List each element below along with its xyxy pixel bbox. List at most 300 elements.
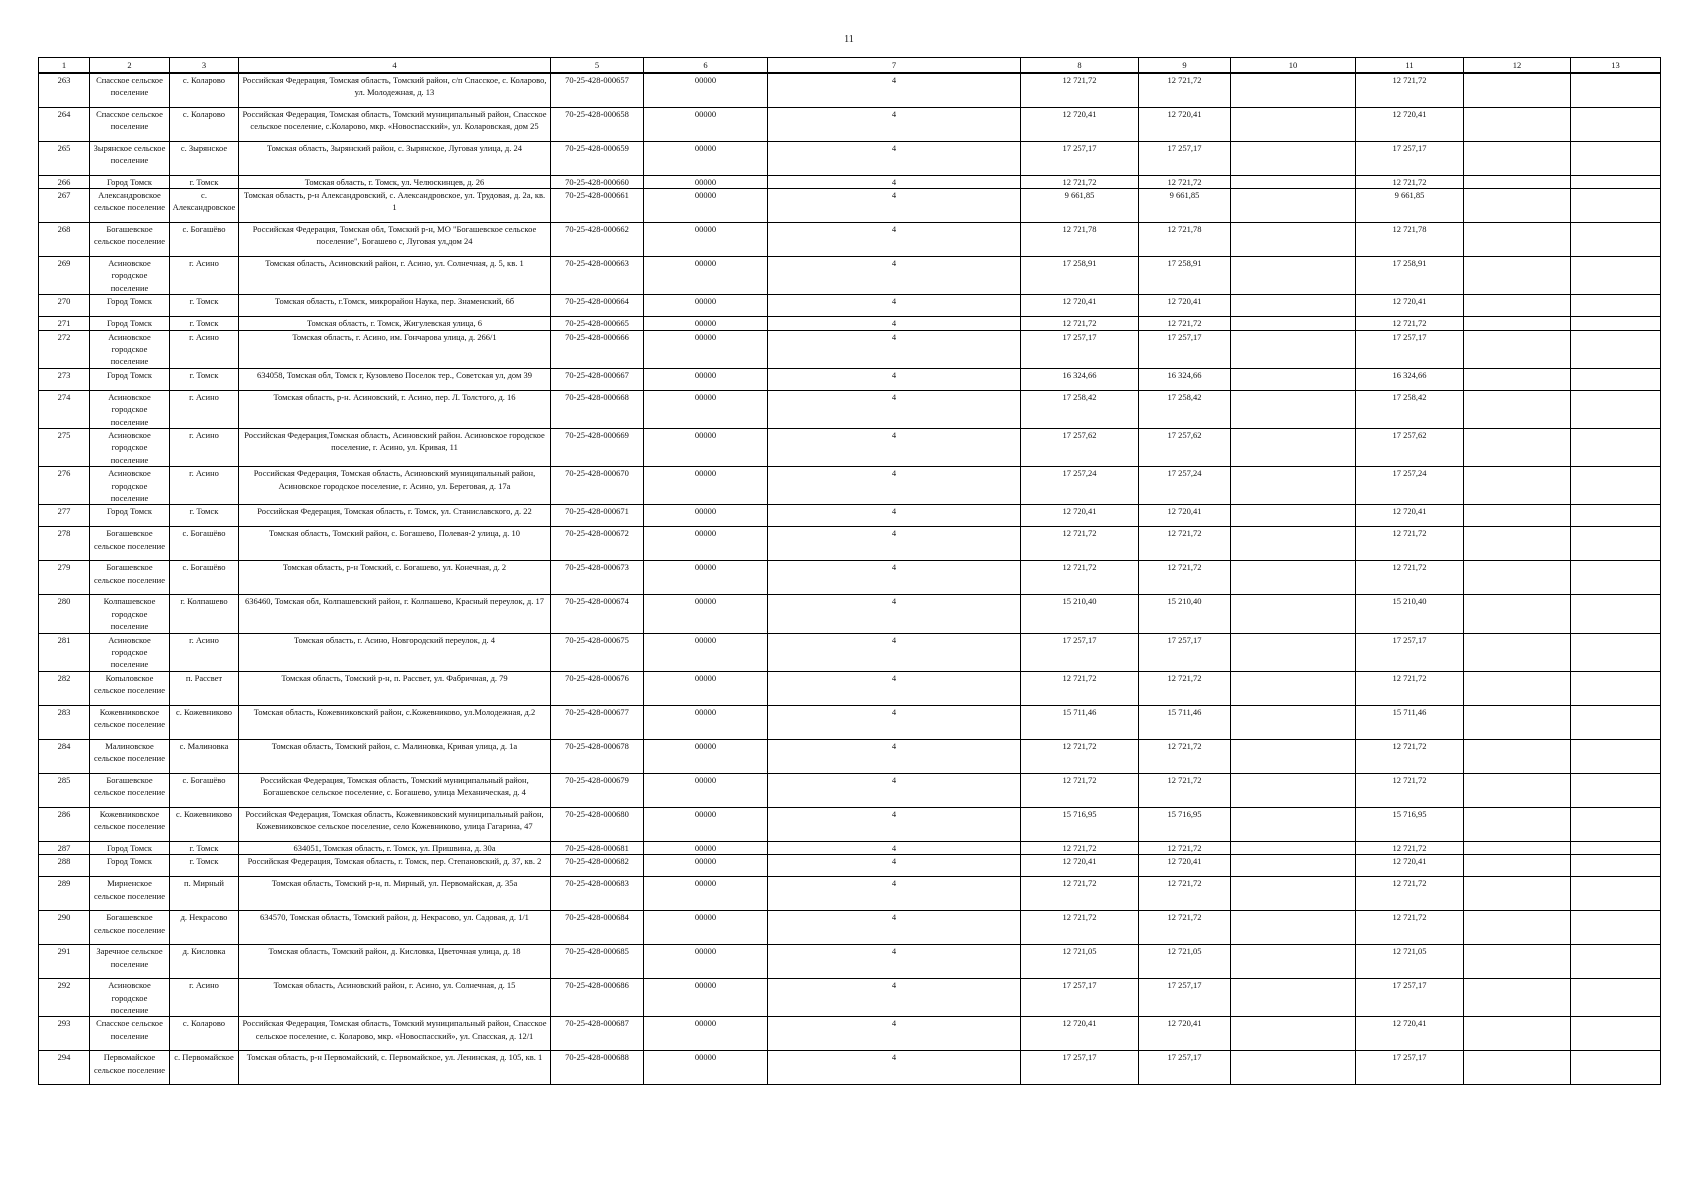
cell-col8: 15 716,95	[1021, 807, 1139, 841]
cell-col8: 12 721,72	[1021, 175, 1139, 188]
cell-col7: 4	[768, 561, 1021, 595]
cell-col11: 12 721,05	[1356, 945, 1464, 979]
municipality: Город Томск	[90, 368, 170, 390]
cell-col10	[1231, 222, 1356, 256]
cell-col9: 12 721,72	[1139, 175, 1231, 188]
municipality: Богашевское сельское поселение	[90, 222, 170, 256]
row-number: 292	[39, 979, 90, 1017]
locality: с. Малиновка	[170, 739, 239, 773]
cell-col13	[1571, 73, 1661, 107]
row-number: 269	[39, 256, 90, 294]
table-row	[39, 295, 1661, 317]
cell-col9: 17 258,91	[1139, 256, 1231, 294]
cell-col8: 12 721,72	[1021, 317, 1139, 330]
municipality: Город Томск	[90, 175, 170, 188]
cell-col10	[1231, 141, 1356, 175]
cell-col13	[1571, 390, 1661, 428]
registry-code: 70-25-428-000679	[551, 773, 644, 807]
col-header: 11	[1356, 58, 1464, 74]
locality: п. Рассвет	[170, 671, 239, 705]
cell-col6: 00000	[644, 773, 768, 807]
registry-code: 70-25-428-000678	[551, 739, 644, 773]
cell-col11: 16 324,66	[1356, 368, 1464, 390]
cell-col10	[1231, 467, 1356, 505]
address: 634058, Томская обл, Томск г, Кузовлево Поселок тер., Советская ул, дом 39	[239, 368, 551, 390]
cell-col8: 12 721,05	[1021, 945, 1139, 979]
address: Томская область, Асиновский район, г. Асино, ул. Солнечная, д. 5, кв. 1	[239, 256, 551, 294]
cell-col11: 17 258,42	[1356, 390, 1464, 428]
cell-col8: 12 721,72	[1021, 739, 1139, 773]
cell-col7: 4	[768, 807, 1021, 841]
cell-col12	[1464, 1017, 1571, 1051]
cell-col9: 12 721,72	[1139, 877, 1231, 911]
cell-col13	[1571, 671, 1661, 705]
cell-col6: 00000	[644, 527, 768, 561]
cell-col12	[1464, 295, 1571, 317]
cell-col8: 15 210,40	[1021, 595, 1139, 633]
registry-code: 70-25-428-000666	[551, 330, 644, 368]
row-number: 291	[39, 945, 90, 979]
cell-col6: 00000	[644, 705, 768, 739]
cell-col7: 4	[768, 1051, 1021, 1085]
table-row	[39, 595, 1661, 633]
registry-code: 70-25-428-000671	[551, 505, 644, 527]
cell-col13	[1571, 807, 1661, 841]
registry-code: 70-25-428-000683	[551, 877, 644, 911]
cell-col8: 12 721,72	[1021, 561, 1139, 595]
cell-col10	[1231, 671, 1356, 705]
cell-col11: 12 720,41	[1356, 107, 1464, 141]
cell-col7: 4	[768, 256, 1021, 294]
cell-col12	[1464, 877, 1571, 911]
registry-code: 70-25-428-000676	[551, 671, 644, 705]
locality: с. Коларово	[170, 107, 239, 141]
registry-code: 70-25-428-000660	[551, 175, 644, 188]
cell-col7: 4	[768, 330, 1021, 368]
column-number-header	[39, 58, 1661, 74]
cell-col6: 00000	[644, 945, 768, 979]
cell-col12	[1464, 256, 1571, 294]
cell-col11: 12 721,72	[1356, 773, 1464, 807]
cell-col7: 4	[768, 73, 1021, 107]
row-number: 266	[39, 175, 90, 188]
table-row	[39, 773, 1661, 807]
table-row	[39, 467, 1661, 505]
cell-col10	[1231, 945, 1356, 979]
cell-col8: 17 257,17	[1021, 330, 1139, 368]
cell-col7: 4	[768, 107, 1021, 141]
cell-col9: 17 257,17	[1139, 330, 1231, 368]
municipality: Спасское сельское поселение	[90, 107, 170, 141]
cell-col10	[1231, 527, 1356, 561]
cell-col13	[1571, 317, 1661, 330]
cell-col11: 12 720,41	[1356, 1017, 1464, 1051]
cell-col9: 12 721,78	[1139, 222, 1231, 256]
cell-col12	[1464, 107, 1571, 141]
registry-code: 70-25-428-000661	[551, 188, 644, 222]
locality: г. Томск	[170, 175, 239, 188]
cell-col7: 4	[768, 911, 1021, 945]
row-number: 289	[39, 877, 90, 911]
locality: г. Томск	[170, 317, 239, 330]
cell-col10	[1231, 595, 1356, 633]
cell-col6: 00000	[644, 428, 768, 466]
cell-col13	[1571, 107, 1661, 141]
row-number: 276	[39, 467, 90, 505]
cell-col10	[1231, 773, 1356, 807]
locality: г. Асино	[170, 467, 239, 505]
locality: г. Асино	[170, 330, 239, 368]
cell-col6: 00000	[644, 979, 768, 1017]
cell-col12	[1464, 428, 1571, 466]
locality: г. Колпашево	[170, 595, 239, 633]
cell-col10	[1231, 739, 1356, 773]
cell-col10	[1231, 1017, 1356, 1051]
cell-col13	[1571, 1051, 1661, 1085]
cell-col9: 17 257,17	[1139, 1051, 1231, 1085]
row-number: 263	[39, 73, 90, 107]
cell-col13	[1571, 911, 1661, 945]
row-number: 294	[39, 1051, 90, 1085]
cell-col9: 16 324,66	[1139, 368, 1231, 390]
col-header: 12	[1464, 58, 1571, 74]
cell-col6: 00000	[644, 505, 768, 527]
cell-col13	[1571, 855, 1661, 877]
col-header: 8	[1021, 58, 1139, 74]
cell-col6: 00000	[644, 317, 768, 330]
col-header: 13	[1571, 58, 1661, 74]
cell-col10	[1231, 73, 1356, 107]
cell-col6: 00000	[644, 222, 768, 256]
registry-code: 70-25-428-000687	[551, 1017, 644, 1051]
table-row	[39, 807, 1661, 841]
cell-col10	[1231, 705, 1356, 739]
row-number: 283	[39, 705, 90, 739]
address: 634051, Томская область, г. Томск, ул. Пришвина, д. 30а	[239, 841, 551, 854]
cell-col11: 17 257,17	[1356, 633, 1464, 671]
address: 636460, Томская обл, Колпашевский район, г. Колпашево, Красный переулок, д. 17	[239, 595, 551, 633]
registry-code: 70-25-428-000665	[551, 317, 644, 330]
cell-col10	[1231, 428, 1356, 466]
cell-col6: 00000	[644, 561, 768, 595]
table-row	[39, 1017, 1661, 1051]
row-number: 290	[39, 911, 90, 945]
registry-code: 70-25-428-000672	[551, 527, 644, 561]
cell-col11: 12 720,41	[1356, 855, 1464, 877]
table-row	[39, 1051, 1661, 1085]
locality: г. Асино	[170, 979, 239, 1017]
cell-col13	[1571, 773, 1661, 807]
municipality: Асиновское городское поселение	[90, 979, 170, 1017]
cell-col11: 17 257,17	[1356, 330, 1464, 368]
cell-col13	[1571, 561, 1661, 595]
municipality: Малиновское сельское поселение	[90, 739, 170, 773]
address: Российская Федерация, Томская область, Асиновский муниципальный район, Асиновское городское поселение, г. Асино, ул. Береговая, д. 17а	[239, 467, 551, 505]
cell-col12	[1464, 188, 1571, 222]
registry-code: 70-25-428-000659	[551, 141, 644, 175]
municipality: Богашевское сельское поселение	[90, 911, 170, 945]
row-number: 267	[39, 188, 90, 222]
locality: с. Богашёво	[170, 527, 239, 561]
cell-col11: 15 210,40	[1356, 595, 1464, 633]
cell-col12	[1464, 73, 1571, 107]
cell-col8: 17 257,17	[1021, 979, 1139, 1017]
cell-col10	[1231, 107, 1356, 141]
address: Российская Федерация,Томская область, Асиновский район. Асиновское городское поселение, г. Асино, ул. Кривая, 11	[239, 428, 551, 466]
cell-col10	[1231, 295, 1356, 317]
cell-col6: 00000	[644, 807, 768, 841]
cell-col12	[1464, 979, 1571, 1017]
cell-col10	[1231, 877, 1356, 911]
registry-code: 70-25-428-000685	[551, 945, 644, 979]
locality: с. Первомайское	[170, 1051, 239, 1085]
row-number: 268	[39, 222, 90, 256]
registry-code: 70-25-428-000668	[551, 390, 644, 428]
address: Томская область, р-н Томский, с. Богашево, ул. Конечная, д. 2	[239, 561, 551, 595]
locality: г. Асино	[170, 633, 239, 671]
cell-col11: 12 721,72	[1356, 911, 1464, 945]
cell-col8: 17 258,42	[1021, 390, 1139, 428]
locality: г. Томск	[170, 855, 239, 877]
cell-col10	[1231, 317, 1356, 330]
cell-col8: 17 257,17	[1021, 141, 1139, 175]
cell-col6: 00000	[644, 911, 768, 945]
cell-col11: 17 257,17	[1356, 141, 1464, 175]
cell-col12	[1464, 739, 1571, 773]
cell-col7: 4	[768, 175, 1021, 188]
cell-col9: 12 721,72	[1139, 561, 1231, 595]
cell-col11: 17 257,17	[1356, 1051, 1464, 1085]
cell-col13	[1571, 428, 1661, 466]
cell-col11: 17 257,62	[1356, 428, 1464, 466]
cell-col11: 12 721,72	[1356, 73, 1464, 107]
cell-col9: 12 721,72	[1139, 911, 1231, 945]
cell-col9: 17 258,42	[1139, 390, 1231, 428]
cell-col9: 12 721,72	[1139, 671, 1231, 705]
cell-col7: 4	[768, 428, 1021, 466]
cell-col6: 00000	[644, 671, 768, 705]
cell-col10	[1231, 1051, 1356, 1085]
cell-col8: 12 720,41	[1021, 295, 1139, 317]
address: Российская Федерация, Томская область, Томский муниципальный район, Спасское сельское поселение, с. Коларово, мкр. «Новоспасский», ул. Спасская, д. 12/1	[239, 1017, 551, 1051]
municipality: Асиновское городское поселение	[90, 633, 170, 671]
registry-code: 70-25-428-000658	[551, 107, 644, 141]
registry-code: 70-25-428-000669	[551, 428, 644, 466]
table-row	[39, 527, 1661, 561]
cell-col8: 12 720,41	[1021, 505, 1139, 527]
cell-col12	[1464, 561, 1571, 595]
municipality: Город Томск	[90, 295, 170, 317]
registry-code: 70-25-428-000682	[551, 855, 644, 877]
cell-col11: 15 716,95	[1356, 807, 1464, 841]
cell-col11: 12 721,72	[1356, 739, 1464, 773]
cell-col10	[1231, 561, 1356, 595]
cell-col6: 00000	[644, 175, 768, 188]
page-number: 11	[844, 34, 854, 45]
cell-col7: 4	[768, 671, 1021, 705]
cell-col6: 00000	[644, 73, 768, 107]
address: Томская область, Томский р-н, п. Рассвет, ул. Фабричная, д. 79	[239, 671, 551, 705]
address: Томская область, Зырянский район, с. Зырянское, Луговая улица, д. 24	[239, 141, 551, 175]
cell-col6: 00000	[644, 595, 768, 633]
cell-col9: 17 257,17	[1139, 633, 1231, 671]
registry-code: 70-25-428-000667	[551, 368, 644, 390]
cell-col9: 17 257,62	[1139, 428, 1231, 466]
cell-col8: 12 721,78	[1021, 222, 1139, 256]
address: Томская область, Томский район, д. Кисловка, Цветочная улица, д. 18	[239, 945, 551, 979]
cell-col12	[1464, 175, 1571, 188]
table-row	[39, 561, 1661, 595]
cell-col9: 12 721,72	[1139, 841, 1231, 854]
row-number: 287	[39, 841, 90, 854]
cell-col6: 00000	[644, 739, 768, 773]
cell-col13	[1571, 705, 1661, 739]
cell-col12	[1464, 671, 1571, 705]
cell-col7: 4	[768, 368, 1021, 390]
registry-code: 70-25-428-000677	[551, 705, 644, 739]
cell-col10	[1231, 841, 1356, 854]
municipality: Колпашевское городское поселение	[90, 595, 170, 633]
row-number: 265	[39, 141, 90, 175]
row-number: 293	[39, 1017, 90, 1051]
cell-col6: 00000	[644, 877, 768, 911]
locality: г. Асино	[170, 390, 239, 428]
cell-col9: 15 210,40	[1139, 595, 1231, 633]
row-number: 270	[39, 295, 90, 317]
cell-col7: 4	[768, 773, 1021, 807]
municipality: Асиновское городское поселение	[90, 330, 170, 368]
cell-col6: 00000	[644, 1017, 768, 1051]
cell-col7: 4	[768, 317, 1021, 330]
address: Российская Федерация, Томская область, Кожевниковский муниципальный район, Кожевниковское сельское поселение, село Кожевниково, улица Гагарина, 47	[239, 807, 551, 841]
cell-col13	[1571, 739, 1661, 773]
cell-col12	[1464, 595, 1571, 633]
cell-col12	[1464, 807, 1571, 841]
table-row	[39, 945, 1661, 979]
address: Томская область, Томский район, с. Богашево, Полевая-2 улица, д. 10	[239, 527, 551, 561]
cell-col12	[1464, 1051, 1571, 1085]
cell-col12	[1464, 705, 1571, 739]
cell-col6: 00000	[644, 141, 768, 175]
cell-col10	[1231, 330, 1356, 368]
cell-col12	[1464, 911, 1571, 945]
col-header: 4	[239, 58, 551, 74]
registry-code: 70-25-428-000684	[551, 911, 644, 945]
address: Томская область, г. Асино, им. Гончарова улица, д. 266/1	[239, 330, 551, 368]
row-number: 264	[39, 107, 90, 141]
cell-col10	[1231, 505, 1356, 527]
cell-col10	[1231, 911, 1356, 945]
cell-col6: 00000	[644, 107, 768, 141]
cell-col7: 4	[768, 739, 1021, 773]
municipality: Город Томск	[90, 317, 170, 330]
row-number: 286	[39, 807, 90, 841]
table-row	[39, 107, 1661, 141]
address: Томская область, р-н. Асиновский, г. Асино, пер. Л. Толстого, д. 16	[239, 390, 551, 428]
col-header: 3	[170, 58, 239, 74]
table-row	[39, 390, 1661, 428]
cell-col10	[1231, 368, 1356, 390]
locality: г. Томск	[170, 505, 239, 527]
table-row	[39, 877, 1661, 911]
cell-col11: 12 721,78	[1356, 222, 1464, 256]
cell-col8: 12 721,72	[1021, 773, 1139, 807]
municipality: Асиновское городское поселение	[90, 428, 170, 466]
locality: с. Кожевниково	[170, 807, 239, 841]
cell-col12	[1464, 855, 1571, 877]
cell-col11: 12 721,72	[1356, 877, 1464, 911]
locality: с. Кожевниково	[170, 705, 239, 739]
cell-col13	[1571, 467, 1661, 505]
cell-col8: 12 720,41	[1021, 855, 1139, 877]
cell-col11: 12 721,72	[1356, 561, 1464, 595]
cell-col6: 00000	[644, 855, 768, 877]
cell-col11: 15 711,46	[1356, 705, 1464, 739]
row-number: 282	[39, 671, 90, 705]
locality: г. Томск	[170, 368, 239, 390]
cell-col6: 00000	[644, 390, 768, 428]
cell-col12	[1464, 368, 1571, 390]
cell-col8: 15 711,46	[1021, 705, 1139, 739]
address: Томская область, г.Томск, микрорайон Наука, пер. Знаменский, 6б	[239, 295, 551, 317]
address: Томская область, г. Томск, ул. Челюскинцев, д. 26	[239, 175, 551, 188]
cell-col12	[1464, 467, 1571, 505]
address: Томская область, Томский р-н, п. Мирный, ул. Первомайская, д. 35а	[239, 877, 551, 911]
registry-code: 70-25-428-000662	[551, 222, 644, 256]
table-row	[39, 73, 1661, 107]
address: Российская Федерация, Томская область, Томский район, с/п Спасское, с. Коларово, ул. Молодежная, д. 13	[239, 73, 551, 107]
address: Российская Федерация, Томская область, г. Томск, ул. Станиславского, д. 22	[239, 505, 551, 527]
table-row	[39, 175, 1661, 188]
registry-code: 70-25-428-000657	[551, 73, 644, 107]
cell-col9: 12 720,41	[1139, 1017, 1231, 1051]
cell-col11: 12 720,41	[1356, 505, 1464, 527]
cell-col9: 9 661,85	[1139, 188, 1231, 222]
locality: с. Коларово	[170, 73, 239, 107]
cell-col9: 12 720,41	[1139, 505, 1231, 527]
cell-col12	[1464, 945, 1571, 979]
cell-col13	[1571, 527, 1661, 561]
locality: г. Асино	[170, 428, 239, 466]
address: Российская Федерация, Томская область, Томский муниципальный район, Богашевское сельское поселение, с. Богашево, улица Механическая, д. 4	[239, 773, 551, 807]
municipality: Копыловское сельское поселение	[90, 671, 170, 705]
locality: с. Богашёво	[170, 773, 239, 807]
cell-col8: 17 257,17	[1021, 633, 1139, 671]
cell-col13	[1571, 877, 1661, 911]
cell-col7: 4	[768, 390, 1021, 428]
registry-code: 70-25-428-000681	[551, 841, 644, 854]
table-row	[39, 911, 1661, 945]
cell-col8: 12 720,41	[1021, 107, 1139, 141]
cell-col10	[1231, 175, 1356, 188]
municipality: Кожевниковское сельское поселение	[90, 807, 170, 841]
cell-col13	[1571, 979, 1661, 1017]
row-number: 278	[39, 527, 90, 561]
cell-col7: 4	[768, 505, 1021, 527]
cell-col13	[1571, 945, 1661, 979]
municipality: Богашевское сельское поселение	[90, 773, 170, 807]
locality: с. Зырянское	[170, 141, 239, 175]
cell-col11: 12 721,72	[1356, 671, 1464, 705]
address: 634570, Томская область, Томский район, д. Некрасово, ул. Садовая, д. 1/1	[239, 911, 551, 945]
table-row	[39, 841, 1661, 854]
cell-col13	[1571, 330, 1661, 368]
row-number: 285	[39, 773, 90, 807]
cell-col8: 12 721,72	[1021, 73, 1139, 107]
table-body	[39, 73, 1661, 1085]
municipality: Город Томск	[90, 855, 170, 877]
address: Российская Федерация, Томская область, г. Томск, пер. Степановский, д. 37, кв. 2	[239, 855, 551, 877]
